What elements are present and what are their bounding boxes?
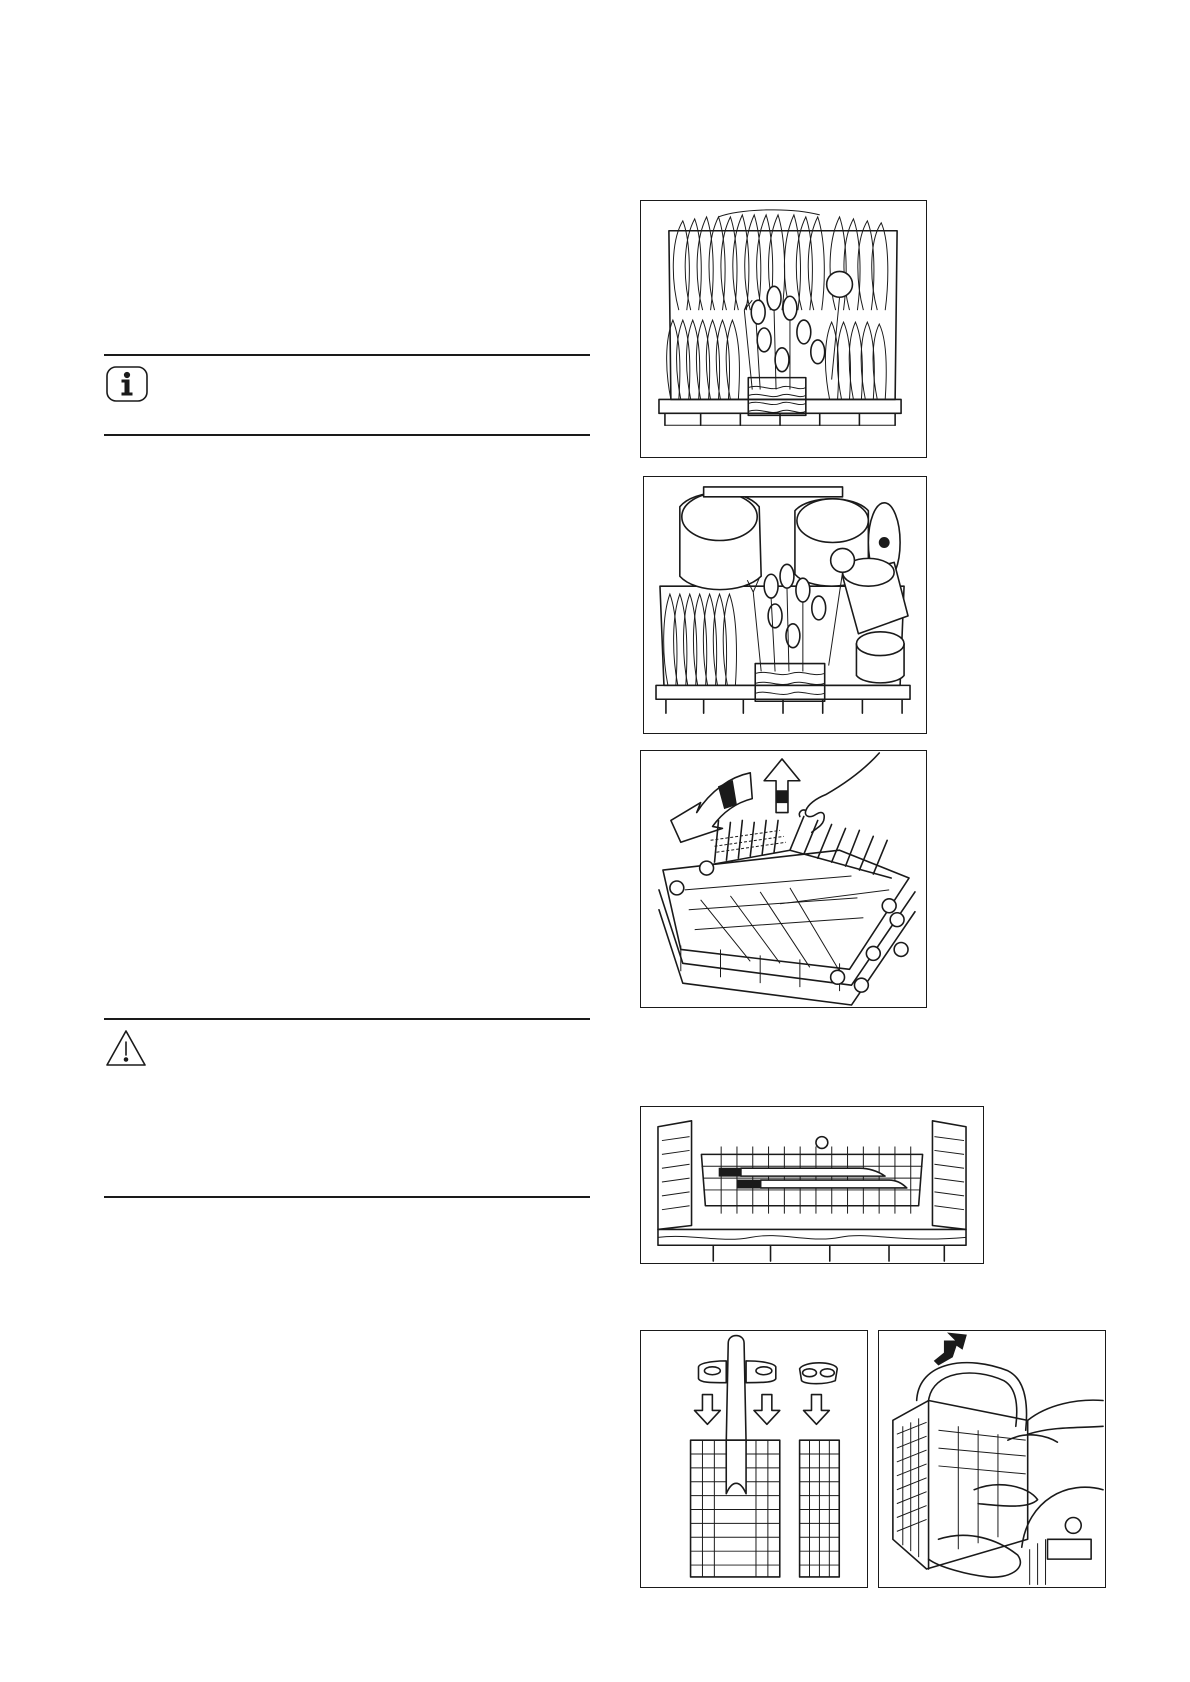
warning-triangle-icon bbox=[104, 1028, 148, 1068]
figure-cutlery-basket-removal bbox=[878, 1330, 1106, 1588]
warning-top-rule bbox=[104, 1018, 590, 1020]
figure-basket-with-pots bbox=[643, 476, 927, 734]
info-icon bbox=[104, 364, 150, 404]
figure-basket-with-plates bbox=[640, 200, 927, 458]
figure-knife-shelf bbox=[640, 1106, 984, 1264]
info-bottom-rule bbox=[104, 434, 590, 436]
warning-bottom-rule bbox=[104, 1196, 590, 1198]
figure-fold-down-racks bbox=[640, 750, 927, 1008]
info-top-rule bbox=[104, 354, 590, 356]
figure-cutlery-grid-inserts bbox=[640, 1330, 868, 1588]
